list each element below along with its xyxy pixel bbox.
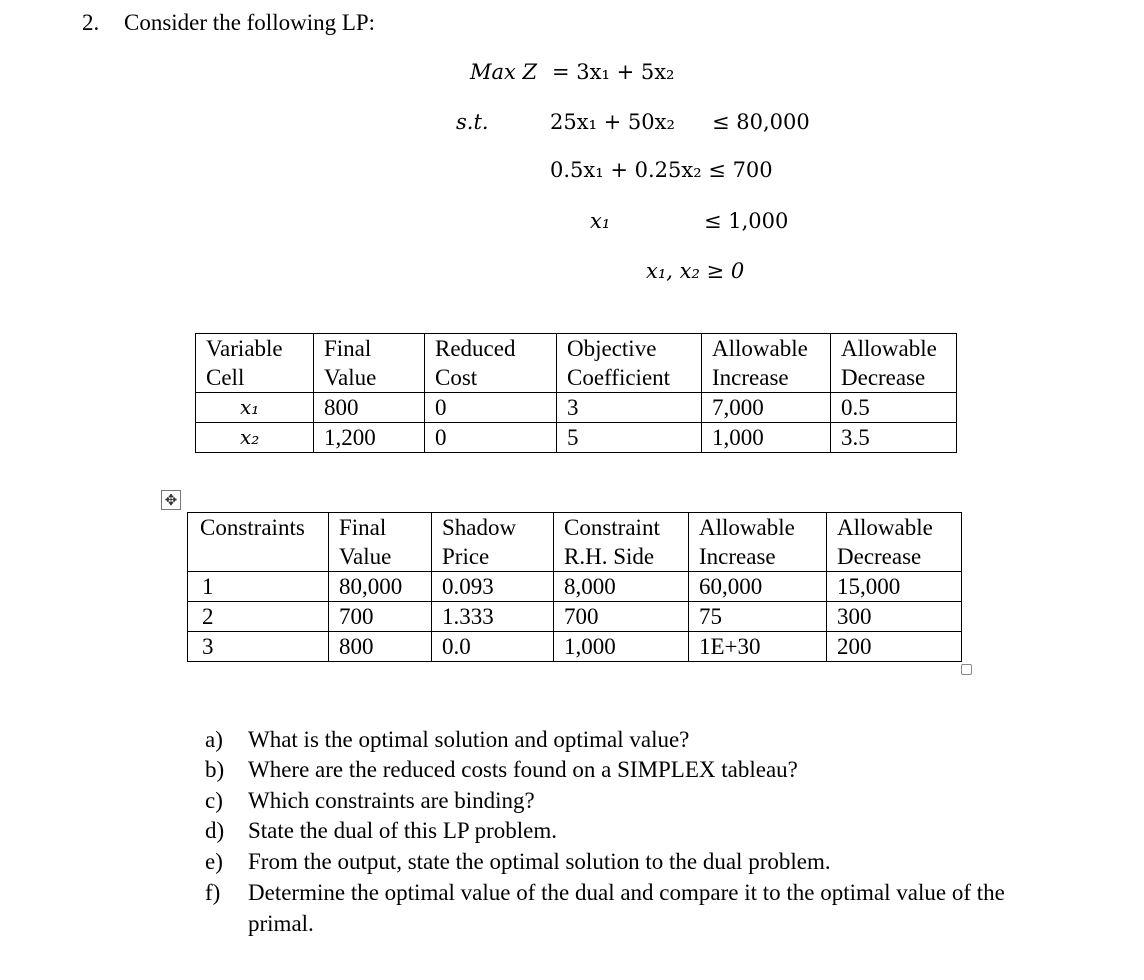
table-header-row bbox=[188, 513, 962, 572]
cell-objective-coefficient: 3 bbox=[557, 393, 702, 423]
table-row bbox=[196, 393, 957, 423]
question-c-label: c) bbox=[205, 788, 223, 813]
cell-reduced-cost: 0 bbox=[425, 423, 557, 453]
header-allowable-increase: Allowable Increase bbox=[702, 334, 831, 393]
cell-allowable-increase: 7,000 bbox=[702, 393, 831, 423]
cell-variable: x₂ bbox=[196, 423, 314, 453]
cell-allowable-increase: 1,000 bbox=[702, 423, 831, 453]
cell-final-value: 1,200 bbox=[314, 423, 425, 453]
cell-constraint-rhs: 1,000 bbox=[554, 632, 689, 662]
resize-handle-icon[interactable] bbox=[961, 664, 972, 675]
question-e-text: From the output, state the optimal solution to the dual problem. bbox=[248, 849, 831, 874]
header-allowable-decrease: Allowable Decrease bbox=[831, 334, 957, 393]
table-row bbox=[196, 423, 957, 453]
cell-allowable-increase: 75 bbox=[689, 602, 827, 632]
header-reduced-cost: Reduced Cost bbox=[425, 334, 557, 393]
constraint-1-rhs: ≤ 80,000 bbox=[712, 110, 810, 134]
question-c-text: Which constraints are binding? bbox=[248, 788, 535, 813]
header-final-value: Final Value bbox=[329, 513, 432, 572]
question-b-text: Where are the reduced costs found on a SIMPLEX tableau? bbox=[248, 757, 798, 782]
question-f-text-continued: primal. bbox=[248, 911, 314, 936]
cell-allowable-decrease: 15,000 bbox=[827, 572, 962, 602]
header-constraint-rhs: Constraint R.H. Side bbox=[554, 513, 689, 572]
cell-objective-coefficient: 5 bbox=[557, 423, 702, 453]
cell-constraint-rhs: 700 bbox=[554, 602, 689, 632]
cell-allowable-decrease: 3.5 bbox=[831, 423, 957, 453]
cell-constraint-number: 1 bbox=[188, 572, 329, 602]
question-b-label: b) bbox=[205, 757, 225, 782]
cell-final-value: 800 bbox=[329, 632, 432, 662]
table-header-row bbox=[196, 334, 957, 393]
cell-constraint-number: 2 bbox=[188, 602, 329, 632]
cell-shadow-price: 0.093 bbox=[432, 572, 554, 602]
cell-allowable-decrease: 200 bbox=[827, 632, 962, 662]
cell-final-value: 800 bbox=[314, 393, 425, 423]
question-d-text: State the dual of this LP problem. bbox=[248, 818, 557, 843]
cell-constraint-rhs: 8,000 bbox=[554, 572, 689, 602]
header-constraints: Constraints bbox=[188, 513, 329, 572]
cell-shadow-price: 0.0 bbox=[432, 632, 554, 662]
cell-constraint-number: 3 bbox=[188, 632, 329, 662]
cell-allowable-increase: 60,000 bbox=[689, 572, 827, 602]
question-a-text: What is the optimal solution and optimal value? bbox=[248, 727, 690, 752]
header-variable-cell: Variable Cell bbox=[196, 334, 314, 393]
header-shadow-price: Shadow Price bbox=[432, 513, 554, 572]
nonnegativity: x₁, x₂ ≥ 0 bbox=[646, 259, 745, 283]
cell-final-value: 80,000 bbox=[329, 572, 432, 602]
objective-function: = 3x₁ + 5x₂ bbox=[552, 60, 675, 84]
header-objective-coefficient: Objective Coefficient bbox=[557, 334, 702, 393]
objective-prefix: Max Z bbox=[470, 60, 538, 84]
cell-allowable-increase: 1E+30 bbox=[689, 632, 827, 662]
question-f-label: f) bbox=[205, 880, 221, 905]
question-e-label: e) bbox=[205, 849, 223, 874]
variable-cells-table bbox=[195, 333, 957, 453]
cell-variable: x₁ bbox=[196, 393, 314, 423]
st-label: s.t. bbox=[456, 110, 489, 134]
constraints-table bbox=[187, 512, 962, 662]
cell-allowable-decrease: 300 bbox=[827, 602, 962, 632]
table-row bbox=[188, 572, 962, 602]
header-final-value: Final Value bbox=[314, 334, 425, 393]
header-allowable-increase: Allowable Increase bbox=[689, 513, 827, 572]
question-d-label: d) bbox=[205, 818, 225, 843]
constraint-3-rhs: ≤ 1,000 bbox=[704, 209, 789, 233]
constraint-1-lhs: 25x₁ + 50x₂ bbox=[550, 110, 675, 134]
header-allowable-decrease: Allowable Decrease bbox=[827, 513, 962, 572]
problem-number: 2. bbox=[82, 10, 100, 35]
constraint-3-lhs: x₁ bbox=[590, 209, 611, 233]
question-f-text: Determine the optimal value of the dual and compare it to the optimal value of the bbox=[248, 880, 1005, 905]
move-handle-icon[interactable]: ✥ bbox=[161, 490, 181, 510]
table-row bbox=[188, 602, 962, 632]
question-a-label: a) bbox=[205, 727, 223, 752]
cell-reduced-cost: 0 bbox=[425, 393, 557, 423]
table-row bbox=[188, 632, 962, 662]
constraint-2: 0.5x₁ + 0.25x₂ ≤ 700 bbox=[550, 158, 773, 182]
cell-allowable-decrease: 0.5 bbox=[831, 393, 957, 423]
cell-final-value: 700 bbox=[329, 602, 432, 632]
problem-heading: Consider the following LP: bbox=[124, 10, 376, 35]
cell-shadow-price: 1.333 bbox=[432, 602, 554, 632]
